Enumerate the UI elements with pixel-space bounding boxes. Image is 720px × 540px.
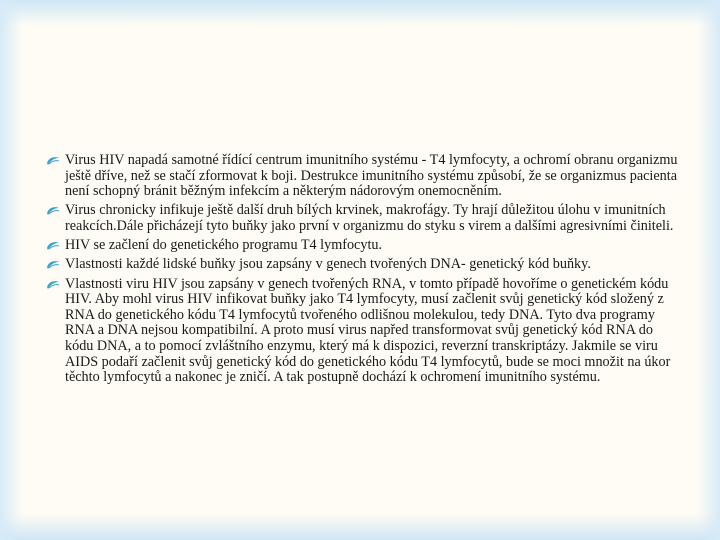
swoosh-bullet-icon <box>46 155 60 166</box>
slide-left-edge <box>0 0 22 540</box>
bullet-item <box>44 238 684 254</box>
bullet-item <box>44 277 684 386</box>
slide-bottom-edge <box>0 514 720 540</box>
swoosh-bullet-icon <box>46 205 60 216</box>
slide-right-edge <box>698 0 720 540</box>
bullet-text: Virus chronicky infikuje ještě další druh bílých krvinek, makrofágy. Ty hrají důležitou úlohu v imunitních reakcích.Dále přicházejí tyto buňky jako první v organizmu do styku s virem a dalšími agresivními činiteli. <box>65 202 674 234</box>
bullet-text: Virus HIV napadá samotné řídící centrum imunitního systému - T4 lymfocyty, a ochromí obranu organizmu ještě dříve, než se stačí zformovat k boji. Destrukce imunitního systému způsobí, že se organizmus pacienta není schopný bránit běžným infekcím a některým nádorovým onemocněním. <box>65 152 678 200</box>
bullet-item <box>44 257 684 273</box>
swoosh-bullet-icon <box>46 240 60 251</box>
bullet-item <box>44 203 684 234</box>
slide-body <box>44 153 684 389</box>
bullet-list <box>44 153 684 386</box>
bullet-text: Vlastnosti viru HIV jsou zapsány v genech tvořených RNA, v tomto případě hovoříme o genetickém kódu HIV. Aby mohl virus HIV infikovat buňky jako T4 lymfocyty, musí začlenit svůj genetický kód složený z RNA do genetického kódu T4 lymfocytů tvořeného odlišnou molekulou, tedy DNA. Tyto dva programy RNA a DNA nejsou kompatibilní. A proto musí virus napřed transformovat svůj genetický kód RNA do kódu DNA, a to pomocí zvláštního enzymu, který má k dispozici, reverzní transkriptázy. Jakmile se viru AIDS podaří začlenit svůj genetický kód do genetického kódu T4 lymfocytů, bude se moci množit na úkor těchto lymfocytů a nakonec je zničí. A tak postupně dochází k ochromení imunitního systému. <box>65 275 671 386</box>
bullet-text: Vlastnosti každé lidské buňky jsou zapsány v genech tvořených DNA- genetický kód buňky. <box>65 256 591 273</box>
bullet-text: HIV se začlení do genetického programu T4 lymfocytu. <box>65 237 383 254</box>
bullet-item <box>44 153 684 200</box>
swoosh-bullet-icon <box>46 279 60 290</box>
swoosh-bullet-icon <box>46 259 60 270</box>
slide-top-edge <box>0 0 720 26</box>
